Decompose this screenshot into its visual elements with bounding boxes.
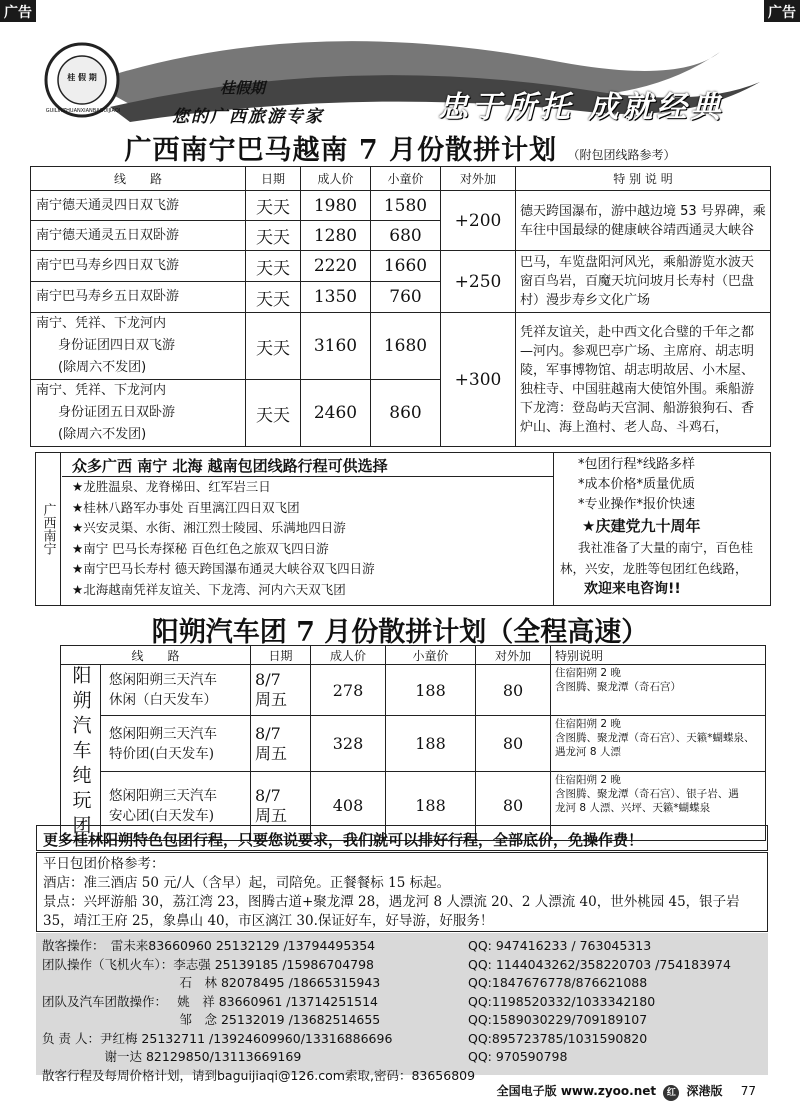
col-date: 日期 <box>251 646 311 665</box>
table-row <box>61 716 766 772</box>
qq-text: QQ: 947416233 / 763045313 <box>468 938 652 953</box>
ad-label-left: 广告 <box>0 0 36 22</box>
date-cell: 天天 <box>246 380 301 447</box>
date-cell: 天天 <box>246 313 301 380</box>
child-price: 860 <box>371 380 441 447</box>
tagline: 您的广西旅游专家 <box>172 107 324 127</box>
contact-row: 石 林 82078495 /18665315943 QQ:1847676778/876621088 <box>42 974 762 993</box>
reference-heading: 平日包团价格参考： <box>43 856 165 872</box>
col-adult: 成人价 <box>301 167 371 191</box>
adult-price: 1980 <box>301 191 371 221</box>
hotel-text: 酒店：准三酒店 50 元/人（含早）起，司陪免。正餐餐标 15 标起。 <box>43 875 451 891</box>
contact-row: 散客操作： 雷未来83660960 25132129 /13794495354 QQ: 947416233 / 763045313 <box>42 937 762 956</box>
promo-line: *成本价格*质量优质 <box>578 477 696 492</box>
col-route: 线 路 <box>61 646 251 665</box>
list-item: ★兴安灵渠、水街、湘江烈士陵园、乐满地四日游 <box>72 520 346 535</box>
child-price: 680 <box>371 221 441 251</box>
special-note: 住宿阳朔 2 晚 含图腾、聚龙潭（奇石宫） <box>551 665 766 716</box>
package-promo <box>556 453 770 605</box>
qq-text: QQ: 1144043262/358220703 /754183974 <box>468 956 731 972</box>
ad-label-right: 广告 <box>764 0 800 22</box>
section2-side-label: 阳朔汽车纯玩团 <box>61 665 101 841</box>
qq-text: QQ:1589030229/709189107 <box>468 1012 648 1027</box>
col-adult: 成人价 <box>311 646 386 665</box>
col-note: 特别说明 <box>551 646 766 665</box>
extra-price: +200 <box>441 191 516 251</box>
footer-badge-icon: 红 <box>663 1085 679 1101</box>
qq-text: QQ: 970590798 <box>468 1049 568 1064</box>
adult-price: 1350 <box>301 282 371 313</box>
special-note: 德天跨国瀑布，游中越边境 53 号界碑，乘车往中国最绿的健康峡谷靖西通灵大峡谷 <box>516 191 771 251</box>
page-number: 77 <box>740 1084 756 1098</box>
child-price: 1580 <box>371 191 441 221</box>
list-item: ★北海越南凭祥友谊关、下龙湾、河内六天双飞团 <box>72 581 346 597</box>
section1-title: 广西南宁巴马越南 7 月份散拼计划 （附包团线路参考） <box>124 135 676 166</box>
route-cell: 南宁巴马寿乡五日双卧游 <box>31 282 246 313</box>
contact-row: 散客行程及每周价格计划，请到baguijiaqi@126.com索取,密码：83656809 <box>42 1067 476 1083</box>
table-row <box>31 251 771 282</box>
date-cell: 天天 <box>246 221 301 251</box>
col-extra: 对外加 <box>441 167 516 191</box>
promo-line: *专业操作*报价快速 <box>578 497 696 512</box>
section1-note: （附包团线路参考） <box>567 148 676 162</box>
logo-ring-text: GUILINZHUANXIANBAGUIJIAQI <box>45 108 121 114</box>
table-row <box>61 665 766 716</box>
adult-price: 328 <box>311 716 386 772</box>
date-cell: 8/7 周五 <box>251 665 311 716</box>
date-cell: 8/7 周五 <box>251 716 311 772</box>
route-cell: 南宁德天通灵五日双卧游 <box>31 221 246 251</box>
route-cell: 悠闲阳朔三天汽车 特价团(白天发车) <box>101 716 251 772</box>
col-child: 小童价 <box>386 646 476 665</box>
contact-row: 邹 念 25132019 /13682514655 QQ:1589030229/709189107 <box>42 1011 762 1030</box>
contact-row: 谢一达 82129850/13113669169 QQ: 970590798 <box>42 1048 762 1067</box>
page-footer <box>0 1078 800 1100</box>
col-date: 日期 <box>246 167 301 191</box>
child-price: 188 <box>386 665 476 716</box>
route-cell: 悠闲阳朔三天汽车 休闲（白天发车） <box>101 665 251 716</box>
child-price: 188 <box>386 771 476 840</box>
package-list <box>62 453 554 605</box>
route-cell: 南宁巴马寿乡四日双飞游 <box>31 251 246 282</box>
special-note: 住宿阳朔 2 晚 含图腾、聚龙潭（奇石宫）、银子岩、遇 龙河 8 人漂、兴坪、天籁*蝴蝶泉 <box>551 771 766 840</box>
promo-text: 我社准备了大量的南宁，百色桂林，兴安，龙胜等包团红色线路， <box>560 540 754 576</box>
route-cell: 悠闲阳朔三天汽车 安心团(白天发车) <box>101 771 251 840</box>
special-note: 巴马，车览盘阳河风光，乘船游览水波天窗百鸟岩，百魔天坑问坡月长寿村（巴盘村）漫步寿乡文化广场 <box>516 251 771 313</box>
package-heading: 众多广西 南宁 北海 越南包团线路行程可供选择 <box>62 453 553 477</box>
extra-price: 80 <box>476 716 551 772</box>
qq-text: QQ:895723785/1031590820 <box>468 1030 648 1046</box>
adult-price: 278 <box>311 665 386 716</box>
promo-line: *包团行程*线路多样 <box>578 457 696 472</box>
qq-text: QQ:1847676778/876621088 <box>468 975 648 990</box>
route-cell: 南宁、凭祥、下龙河内 身份证团五日双卧游 (除周六不发团) <box>31 380 246 447</box>
spots-text: 景点：兴坪游船 30，荔江湾 23，图腾古道+聚龙潭 28，遇龙河 8 人漂流 20、2 人漂流 40，世外桃园 45，银子岩 35，靖江王府 25，象鼻山 40，市区漓江 30.保证好车，好导游，好服务！ <box>43 894 740 929</box>
list-item: ★龙胜温泉、龙脊梯田、红军岩三日 <box>72 479 271 494</box>
contact-row: 负 责 人：尹红梅 25132711 /13924609960/13316886696 QQ:895723785/1031590820 <box>42 1030 762 1049</box>
extra-price: 80 <box>476 771 551 840</box>
extra-price: +250 <box>441 251 516 313</box>
table-header-row <box>31 167 771 191</box>
adult-price: 3160 <box>301 313 371 380</box>
route-cell: 南宁、凭祥、下龙河内 身份证团四日双飞游 (除周六不发团) <box>31 313 246 380</box>
package-box <box>35 452 771 606</box>
list-item: ★南宁 巴马长寿探秘 百色红色之旅双飞四日游 <box>72 540 329 556</box>
more-packages-banner: 更多桂林阳朔特色包团行程，只要您说要求，我们就可以排好行程，全部底价，免操作费！ <box>36 825 768 851</box>
header-banner <box>0 22 800 132</box>
extra-price: +300 <box>441 313 516 447</box>
table-row <box>31 191 771 221</box>
child-price: 760 <box>371 282 441 313</box>
child-price: 188 <box>386 716 476 772</box>
extra-price: 80 <box>476 665 551 716</box>
qq-text: QQ:1198520332/1033342180 <box>468 993 656 1009</box>
welcome-text: 欢迎来电咨询!! <box>584 581 681 597</box>
date-cell: 天天 <box>246 282 301 313</box>
celebrate-text: ★庆建党九十周年 <box>582 517 701 535</box>
table-header-row <box>61 646 766 665</box>
section1-table <box>30 166 771 447</box>
col-route: 线 路 <box>31 167 246 191</box>
special-note: 住宿阳朔 2 晚 含图腾、聚龙潭（奇石宫）、天籁*蝴蝶泉、 遇龙河 8 人漂 <box>551 716 766 772</box>
table-row <box>31 313 771 380</box>
daily-price-reference <box>36 852 768 932</box>
adult-price: 408 <box>311 771 386 840</box>
adult-price: 1280 <box>301 221 371 251</box>
col-child: 小童价 <box>371 167 441 191</box>
section2-table <box>60 645 766 841</box>
footer-site: 全国电子版 www.zyoo.net <box>496 1084 657 1098</box>
footer-edition: 深港版 <box>686 1084 723 1098</box>
child-price: 1660 <box>371 251 441 282</box>
slogan: 忠于所托 成就经典 <box>438 90 725 125</box>
special-note: 凭祥友谊关，赴中西文化合璧的千年之都—河内。参观巴亭广场、主席府、胡志明陵，军事博物馆、胡志明故居、小木屋、独柱寺、中国驻越南大使馆外围。乘船游下龙湾：登岛屿天宫洞、船游狼狗石、香炉山、海上渔村、老人岛、斗鸡石， <box>516 313 771 447</box>
list-item: ★桂林八路军办事处 百里漓江四日双飞团 <box>72 499 300 515</box>
route-cell: 南宁德天通灵四日双飞游 <box>31 191 246 221</box>
contact-panel <box>36 933 768 1083</box>
section2-title: 阳朔汽车团 7 月份散拼计划（全程高速） <box>151 617 649 648</box>
logo-center-text: 桂 假 期 <box>67 73 97 82</box>
brand-name: 桂假期 <box>220 79 266 97</box>
date-cell: 天天 <box>246 251 301 282</box>
list-item: ★南宁巴马长寿村 德天跨国瀑布通灵大峡谷双飞四日游 <box>72 561 375 576</box>
child-price: 1680 <box>371 313 441 380</box>
adult-price: 2220 <box>301 251 371 282</box>
contact-row: 团队操作（飞机火车）：李志强 25139185 /15986704798 QQ: 1144043262/358220703 /754183974 <box>42 956 762 975</box>
date-cell: 天天 <box>246 191 301 221</box>
col-extra: 对外加 <box>476 646 551 665</box>
date-cell: 8/7 周五 <box>251 771 311 840</box>
package-side-label: 广西南宁 <box>36 453 61 605</box>
col-note: 特 别 说 明 <box>516 167 771 191</box>
adult-price: 2460 <box>301 380 371 447</box>
contact-row: 团队及汽车团散操作： 姚 祥 83660961 /13714251514 QQ:1198520332/1033342180 <box>42 993 762 1012</box>
